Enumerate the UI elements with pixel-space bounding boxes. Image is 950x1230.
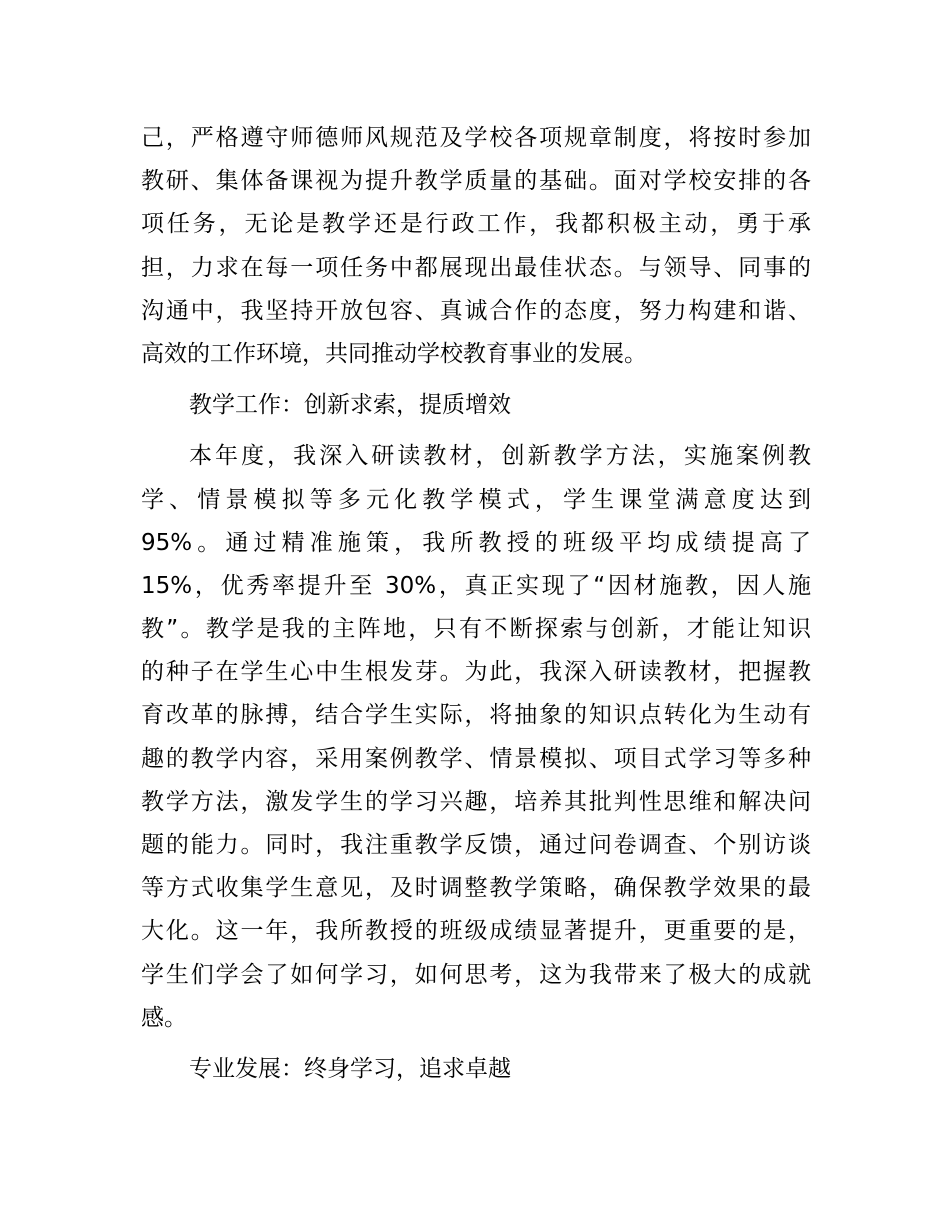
text-line: 等方式收集学生意见，及时调整教学策略，确保教学效果的最 [141,875,811,902]
text-line: 题的能力。同时，我注重教学反馈，通过问卷调查、个别访谈 [141,832,811,858]
paragraph-teaching [141,435,811,1040]
text-line: 学、情景模拟等多元化教学模式，学生课堂满意度达到 [141,486,811,513]
section-heading-professional-development: 专业发展：终身学习，追求卓越 [189,1055,511,1082]
text-line: 95%。通过精准施策，我所教授的班级平均成绩提高了 [141,529,811,556]
text-line: 学生们学会了如何学习，如何思考，这为我带来了极大的成就 [141,961,811,988]
text-line: 趣的教学内容，采用案例教学、情景模拟、项目式学习等多种 [141,745,811,772]
text-line: 沟通中，我坚持开放包容、真诚合作的态度，努力构建和谐、 [141,297,811,324]
text-line: 担，力求在每一项任务中都展现出最佳状态。与领导、同事的 [141,254,811,281]
text-line: 教学方法，激发学生的学习兴趣，培养其批判性思维和解决问 [141,788,811,815]
text-line: 15%，优秀率提升至 30%，真正实现了“因材施教，因人施 [141,572,811,599]
text-line: 己，严格遵守师德师风规范及学校各项规章制度，将按时参加 [141,125,811,151]
text-line: 的种子在学生心中生根发芽。为此，我深入研读教材，把握教 [141,659,811,686]
text-line: 大化。这一年，我所教授的班级成绩显著提升，更重要的是， [141,918,811,945]
section-heading-teaching: 教学工作：创新求索，提质增效 [189,392,511,419]
text-line: 项任务，无论是教学还是行政工作，我都积极主动，勇于承 [141,211,811,238]
document-body [141,117,811,1099]
text-line: 教”。教学是我的主阵地，只有不断探索与创新，才能让知识 [141,616,811,643]
text-line: 教研、集体备课视为提升教学质量的基础。面对学校安排的各 [141,168,811,195]
text-line: 高效的工作环境，共同推动学校教育事业的发展。 [141,340,647,367]
paragraph-conduct [141,117,811,376]
text-line: 育改革的脉搏，结合学生实际，将抽象的知识点转化为生动有 [141,702,811,729]
text-line: 感。 [141,1004,187,1031]
text-line: 本年度，我深入研读教材，创新教学方法，实施案例教 [189,443,811,470]
